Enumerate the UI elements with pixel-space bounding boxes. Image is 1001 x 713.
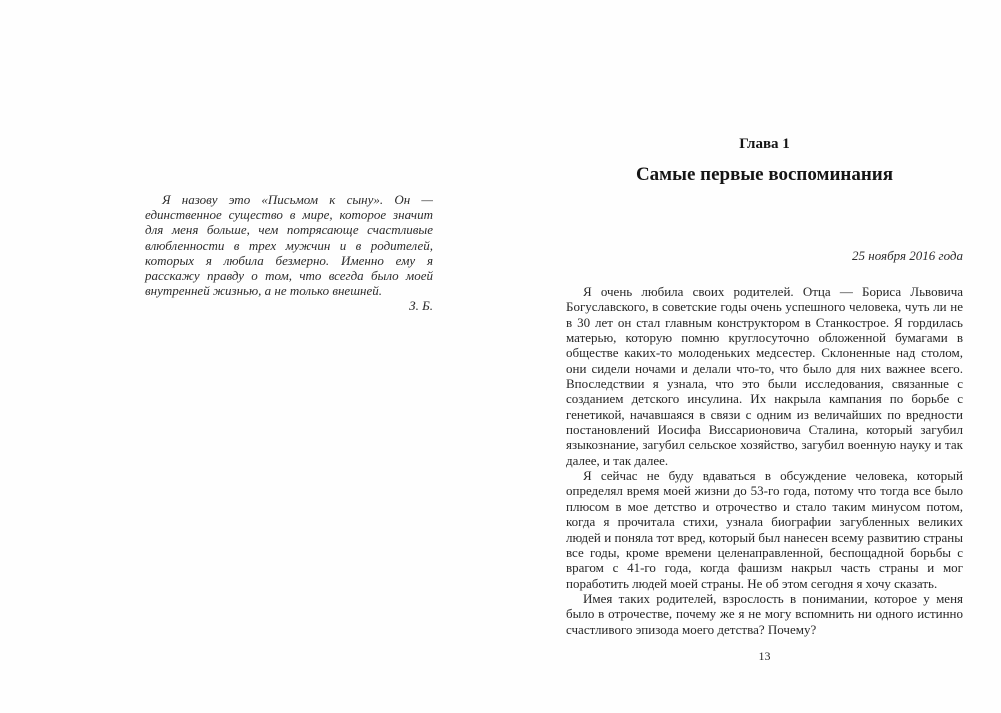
right-page bbox=[566, 136, 963, 637]
page-number: 13 bbox=[758, 649, 771, 663]
chapter-label: Глава 1 bbox=[739, 136, 790, 152]
chapter-title: Самые первые воспоминания bbox=[635, 164, 894, 185]
body-paragraph: Я сейчас не буду вдаваться в обсуждение человека, который определял время моей жизни до 53-го года, потому что тогда все было плюсом в мое детство и отрочество и стало таким минусом потом, когда я прочитала стихи, узнала биографии загубленных великих людей и поняла тот вред, который был нанесен всему развитию страны все годы, кроме времени целенаправленной, беспощадной борьбы с врагом с 41-го года, когда фашизм накрыл часть страны и мог поработить людей моей страны. Не об этом сегодня я хочу сказать. bbox=[566, 468, 963, 591]
epigraph-text: Я назову это «Письмом к сыну». Он — единственное существо в мире, которое значит для меня больше, чем потрясающе счастливые влюбленности в трех мужчин и в родителей, которых я любила безмерно. Именно ему я расскажу правду о том, что всегда было моей внутренней жизнью, а не только внешней. bbox=[145, 192, 433, 299]
body-paragraph: Имея таких родителей, взрослость в понимании, которое у меня было в отрочестве, почему же я не могу вспомнить ни одного истинно счастливого эпизода моего детства? Почему? bbox=[566, 590, 963, 637]
body-paragraph: Я очень любила своих родителей. Отца — Бориса Львовича Богуславского, в советские годы очень успешного человека, чуть ли не в 30 лет он стал главным конструктором в Станкострое. Я гордилась матерью, которую помню круглосуточно обложенной бумагами в обществе каких-то молоденьких медсестер. Склоненные над столом, они сидели ночами и делали что-то, что было для них важнее всего. Впоследствии я узнала, что это были исследования, связанные с созданием детского инсулина. Их накрыла кампания по борьбе с генетикой, начавшаяся в связи с одним из величайших по вредности постановлений Иосифа Виссарионовича Сталина, который загубил языкознание, загубил сельское хозяйство, загубил военную науку и так далее, и так далее. bbox=[566, 284, 963, 468]
left-page bbox=[145, 192, 433, 314]
entry-date: 25 ноября 2016 года bbox=[852, 248, 963, 263]
epigraph-signature: З. Б. bbox=[409, 298, 433, 314]
chapter-body bbox=[566, 284, 963, 637]
